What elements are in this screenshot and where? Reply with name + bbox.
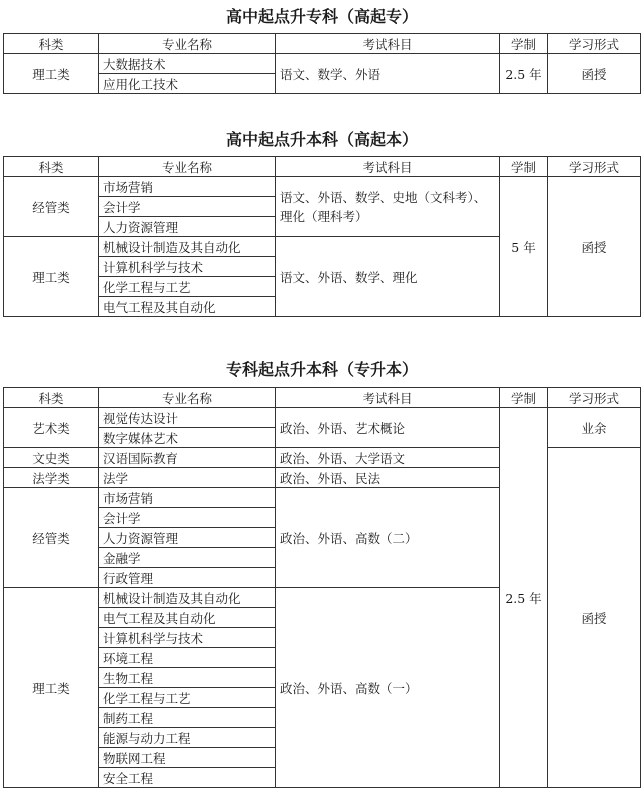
major-cell: 安全工程 (99, 768, 276, 788)
category-cell: 艺术类 (4, 408, 99, 448)
duration-cell: 2.5 年 (500, 408, 548, 788)
major-cell: 化学工程与工艺 (99, 688, 276, 708)
form-cell: 函授 (548, 177, 641, 317)
form-cell-other: 函授 (548, 448, 641, 788)
header-category: 科类 (4, 157, 99, 177)
major-cell: 汉语国际教育 (99, 448, 276, 468)
subjects-cell: 语文、数学、外语 (276, 54, 500, 94)
category-cell: 文史类 (4, 448, 99, 468)
subjects-cell: 政治、外语、高数（二） (276, 488, 500, 588)
form-cell: 函授 (548, 54, 641, 94)
subjects-cell: 政治、外语、艺术概论 (276, 408, 500, 448)
section-title-gaoqizhuan: 高中起点升专科（高起专） (225, 7, 418, 26)
major-cell: 机械设计制造及其自动化 (99, 237, 276, 257)
major-cell: 法学 (99, 468, 276, 488)
header-subjects: 考试科目 (276, 157, 500, 177)
major-cell: 生物工程 (99, 668, 276, 688)
major-cell: 电气工程及其自动化 (99, 297, 276, 317)
table-header-row (4, 388, 641, 408)
major-cell: 大数据技术 (99, 54, 276, 74)
header-category: 科类 (4, 34, 99, 54)
header-form: 学习形式 (548, 157, 641, 177)
subjects-cell: 政治、外语、大学语文 (276, 448, 500, 468)
major-cell: 会计学 (99, 508, 276, 528)
table-gaoqiben (3, 156, 641, 317)
major-cell: 会计学 (99, 197, 276, 217)
header-duration: 学制 (500, 157, 548, 177)
table-row (4, 408, 641, 428)
header-category: 科类 (4, 388, 99, 408)
category-cell: 理工类 (4, 54, 99, 94)
major-cell: 人力资源管理 (99, 528, 276, 548)
table-zhuanshengben (3, 387, 641, 788)
category-cell: 法学类 (4, 468, 99, 488)
section-title-gaoqiben: 高中起点升本科（高起本） (225, 130, 418, 149)
table-header-row (4, 157, 641, 177)
header-major: 专业名称 (99, 157, 276, 177)
major-cell: 电气工程及其自动化 (99, 608, 276, 628)
subjects-cell: 语文、外语、数学、史地（文科考）、理化（理科考） (276, 177, 500, 237)
section-title-zhuanshengben: 专科起点升本科（专升本） (225, 360, 418, 379)
header-duration: 学制 (500, 388, 548, 408)
table-gaoqizhuan (3, 33, 641, 94)
table-header-row (4, 34, 641, 54)
header-form: 学习形式 (548, 388, 641, 408)
major-cell: 人力资源管理 (99, 217, 276, 237)
major-cell: 市场营销 (99, 488, 276, 508)
major-cell: 市场营销 (99, 177, 276, 197)
major-cell: 能源与动力工程 (99, 728, 276, 748)
major-cell: 计算机科学与技术 (99, 257, 276, 277)
table-row (4, 54, 641, 74)
header-major: 专业名称 (99, 34, 276, 54)
major-cell: 数字媒体艺术 (99, 428, 276, 448)
form-cell-art: 业余 (548, 408, 641, 448)
major-cell: 化学工程与工艺 (99, 277, 276, 297)
major-cell: 物联网工程 (99, 748, 276, 768)
major-cell: 应用化工技术 (99, 74, 276, 94)
major-cell: 制药工程 (99, 708, 276, 728)
header-duration: 学制 (500, 34, 548, 54)
major-cell: 计算机科学与技术 (99, 628, 276, 648)
category-cell: 经管类 (4, 488, 99, 588)
header-major: 专业名称 (99, 388, 276, 408)
subjects-cell: 语文、外语、数学、理化 (276, 237, 500, 317)
duration-cell: 2.5 年 (500, 54, 548, 94)
category-cell: 理工类 (4, 588, 99, 788)
header-subjects: 考试科目 (276, 388, 500, 408)
category-cell: 经管类 (4, 177, 99, 237)
major-cell: 机械设计制造及其自动化 (99, 588, 276, 608)
major-cell: 视觉传达设计 (99, 408, 276, 428)
major-cell: 行政管理 (99, 568, 276, 588)
category-cell: 理工类 (4, 237, 99, 317)
header-form: 学习形式 (548, 34, 641, 54)
duration-cell: 5 年 (500, 177, 548, 317)
header-subjects: 考试科目 (276, 34, 500, 54)
subjects-cell: 政治、外语、高数（一） (276, 588, 500, 788)
major-cell: 金融学 (99, 548, 276, 568)
major-cell: 环境工程 (99, 648, 276, 668)
table-row (4, 177, 641, 197)
subjects-cell: 政治、外语、民法 (276, 468, 500, 488)
